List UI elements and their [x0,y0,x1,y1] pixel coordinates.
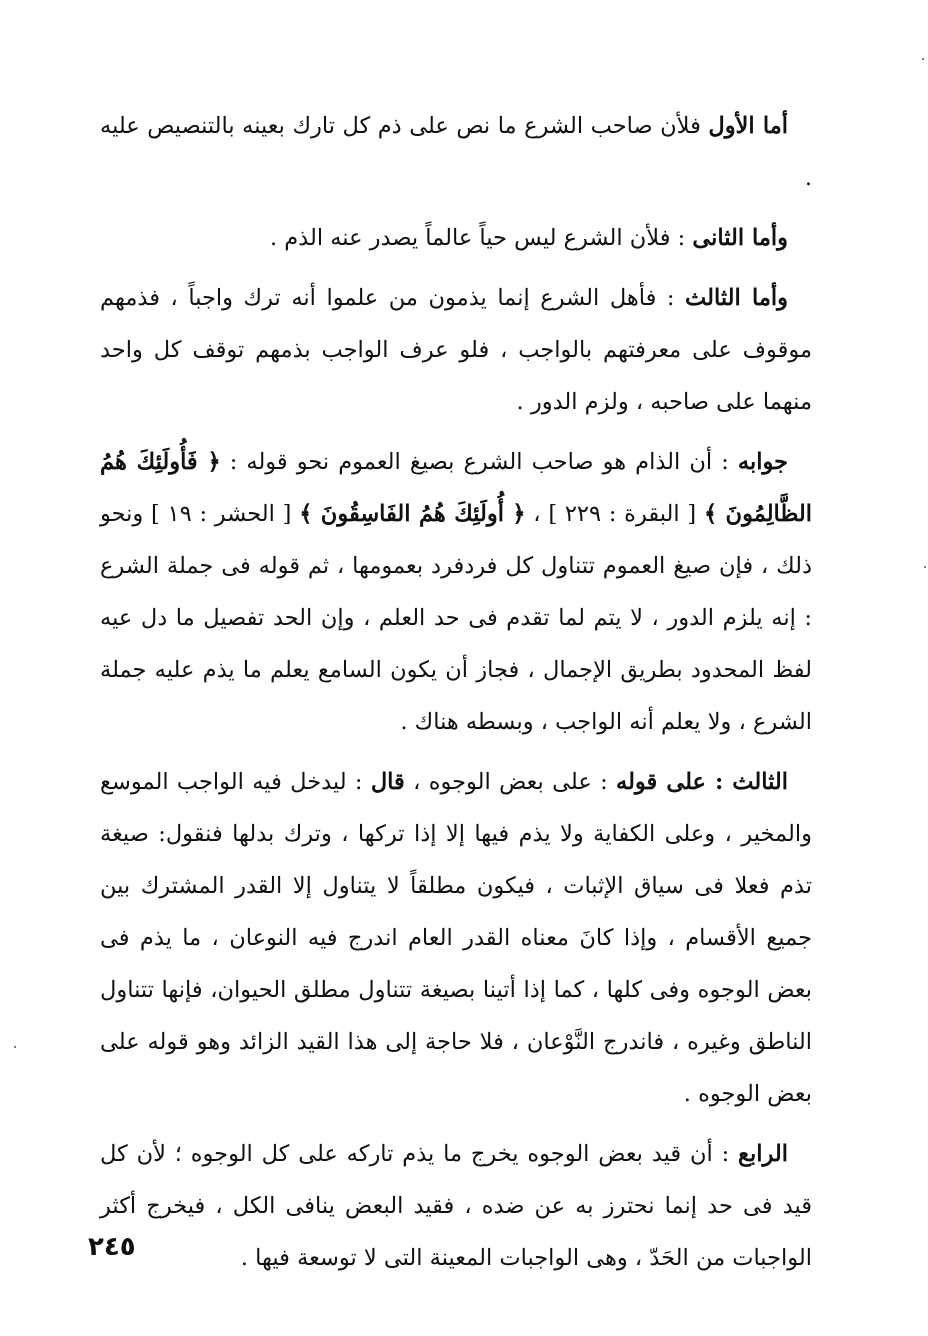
paragraph-answer [100,436,812,748]
third-text-1: : على بعض الوجوه ، [404,769,617,795]
paragraph-second [100,212,812,264]
paragraph-objection-fourth [100,1128,812,1284]
scan-speck [922,58,924,60]
para-text: : فأهل الشرع إنما يذمون من علموا أنه ترك واجباً ، فذمهم موقوف على معرفتهم بالواجب ، فلو عرف الواجب بذمهم توقف كل واحد منهما على صاحبه ، ولزم الدور . [100,285,812,415]
third-lead-2: قال [370,769,405,795]
paragraph-first [100,100,812,204]
page-body [100,100,812,1292]
third-lead: الثالث : على قوله [616,769,788,795]
para-text: : فلأن الشرع ليس حياً عالماً يصدر عنه الذم . [269,225,693,251]
answer-text-2: [ البقرة : ٢٢٩ ] ، [525,501,704,527]
para-lead: وأما الثالث [685,285,789,311]
paragraph-objection-third [100,756,812,1120]
para-text: فلأن صاحب الشرع ما نص على ذم كل تارك بعينه بالتنصيص عليه . [100,113,812,191]
paragraph-third [100,272,812,428]
quran-verse-1: ﴿ فَأُولَئِكَ هُمُ الظَّالِمُونَ ﴾ [100,449,812,527]
scan-speck [924,566,926,568]
para-lead: أما الأول [708,113,788,139]
quran-verse-2: ﴿ أُولَئِكَ هُمُ الفَاسِقُونَ ﴾ [299,501,526,527]
fourth-text: : أن قيد بعض الوجوه يخرج ما يذم تاركه على كل الوجوه ؛ لأن كل قيد فى حد إنما نحترز به عن ضده ، فقيد البعض ينافى الكل ، فيخرج أكثر الواجبات من الحَدّ ، وهى الواجبات المعينة التى لا توسعة فيها . [100,1141,812,1271]
answer-text-1: : أن الذام هو صاحب الشرع بصيغ العموم نحو قوله : [220,449,738,475]
scan-speck [14,1046,16,1048]
answer-text-3: [ الحشر : ١٩ ] ونحو ذلك ، فإن صيغ العموم تتناول كل فردفرد بعمومها ، ثم قوله فى جملة الشرع : إنه يلزم الدور ، لا يتم لما تقدم فى حد العلم ، وإن الحد تفصيل ما دل عيه لفظ المحدود بطريق الإجمال ، فجاز أن يكون السامع يعلم ما يذم عليه جملة الشرع ، ولا يعلم أنه الواجب ، وبسطه هناك . [100,501,812,735]
para-lead: وأما الثانى [692,225,788,251]
page-number: ٢٤٥ [88,1232,136,1262]
answer-lead: جوابه [737,449,788,475]
fourth-lead: الرابع [737,1141,788,1167]
third-text-2: : ليدخل فيه الواجب الموسع والمخير ، وعلى الكفاية ولا يذم فيها إلا إذا تركها ، وترك بدلها فنقول: صيغة تذم فعلا فى سياق الإثبات ، فيكون مطلقاً لا يتناول إلا القدر المشترك بين جميع الأقسام ، وإذا كانَ معناه القدر العام اندرج فيه النوعان ، ما يذم فى بعض الوجوه وفى كلها ، كما إذا أتينا بصيغة تتناول مطلق الحيوان، فإنها تتناول الناطق وغيره ، فاندرج النَّوْعان ، فلا حاجة إلى هذا القيد الزائد وهو قوله على بعض الوجوه . [100,769,812,1107]
